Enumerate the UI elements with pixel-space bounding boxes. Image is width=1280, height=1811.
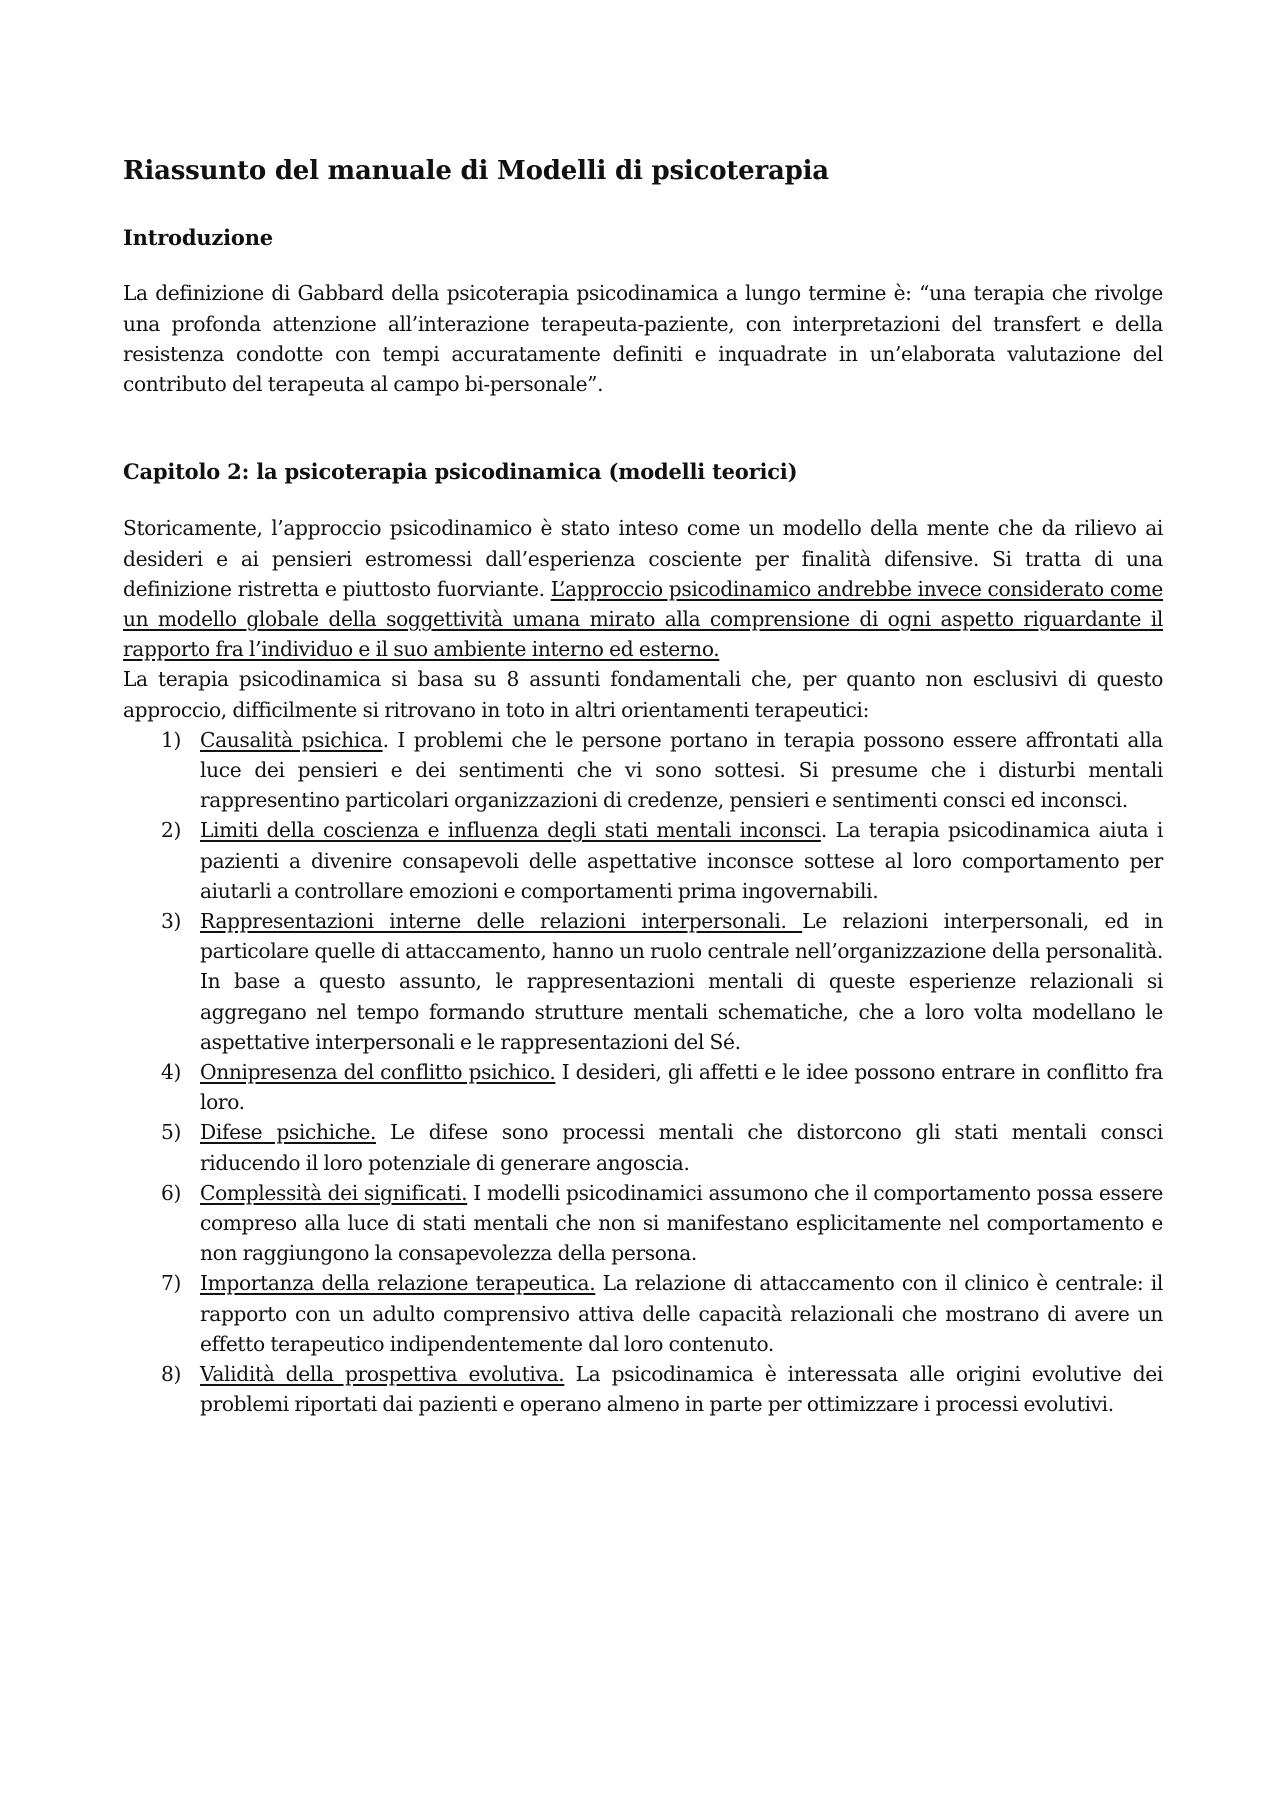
list-item-number: 4): [161, 1060, 182, 1085]
list-item-number: 1): [161, 727, 182, 752]
list-item-term: Rappresentazioni interne delle relazioni interpersonali.: [200, 909, 803, 934]
assumptions-list: [123, 725, 1163, 1420]
document-page: [123, 150, 1163, 1419]
list-item: [123, 725, 1163, 816]
chapter-2-heading: Capitolo 2: la psicoterapia psicodinamica (modelli teorici): [123, 459, 798, 485]
list-item-text: I modelli psicodinamici assumono che il comportamento possa essere compreso alla luce di stati mentali che non si manifestano esplicitamente nel comportamento e non raggiungono la consapevolezza della persona.: [200, 1180, 1164, 1266]
list-item: [123, 1117, 1163, 1177]
list-item-term: Causalità psichica: [200, 727, 383, 752]
intro-heading: Introduzione: [123, 225, 273, 251]
list-item-term: Validità della prospettiva evolutiva.: [200, 1362, 565, 1387]
list-item-term: Onnipresenza del conflitto psichico.: [200, 1060, 556, 1085]
list-item-text: La psicodinamica è interessata alle origini evolutive dei problemi riportati dai pazienti e operano almeno in parte per ottimizzare i processi evolutivi.: [200, 1362, 1164, 1417]
intro-paragraph: La definizione di Gabbard della psicoterapia psicodinamica a lungo termine è: “una terapia che rivolge una profonda attenzione all’interazione terapeuta-paziente, con interpretazioni del transfert e della resistenza condotte con tempi accuratamente definiti e inquadrate in un’elaborata valutazione del contributo del terapeuta al campo bi-personale”.: [123, 281, 1163, 396]
list-item-text: Le relazioni interpersonali, ed in particolare quelle di attaccamento, hanno un ruolo centrale nell’organizzazione della personalità. In base a questo assunto, le rappresentazioni mentali di queste esperienze relazionali si aggregano nel tempo formando strutture mentali schematiche, che a loro volta modellano le aspettative interpersonali e le rappresentazioni del Sé.: [200, 909, 1163, 1054]
list-item: [123, 1178, 1163, 1269]
list-item-text: . La terapia psicodinamica aiuta i pazienti a divenire consapevoli delle aspettative inconsce sottese al loro comportamento per aiutarli a controllare emozioni e comportamenti prima ingovernabili.: [200, 818, 1163, 903]
list-item: [123, 815, 1163, 906]
list-item-term: Limiti della coscienza e influenza degli stati mentali inconsci: [200, 818, 821, 843]
list-item-term: Importanza della relazione terapeutica.: [200, 1271, 596, 1296]
list-item-text: Le difese sono processi mentali che distorcono gli stati mentali consci riducendo il loro potenziale di generare angoscia.: [200, 1120, 1163, 1175]
list-item-number: 7): [161, 1271, 182, 1296]
chapter-2-paragraph-2: La terapia psicodinamica si basa su 8 assunti fondamentali che, per quanto non esclusivi di questo approccio, difficilmente si ritrovano in toto in altri orientamenti terapeutici:: [123, 667, 1163, 722]
list-item: [123, 906, 1163, 1057]
list-item-number: 3): [161, 909, 182, 934]
chapter-2-paragraph-1: [123, 513, 1163, 664]
list-item-term: Complessità dei significati.: [200, 1180, 468, 1205]
paragraph-1-plain: Storicamente, l’approccio psicodinamico è stato inteso come un modello della mente che da rilievo ai desideri e ai pensieri estromessi dall’esperienza cosciente per finalità difensive. Si tratta di una definizione ristretta e piuttosto fuorviante.: [123, 516, 1163, 601]
list-item-text: La relazione di attaccamento con il clinico è centrale: il rapporto con un adulto comprensivo attiva delle capacità relazionali che mostrano di avere un effetto terapeutico indipendentemente dal loro contenuto.: [200, 1271, 1163, 1356]
list-item-number: 6): [161, 1180, 182, 1205]
list-item-number: 5): [161, 1120, 182, 1145]
paragraph-1-underlined: L’approccio psicodinamico andrebbe invece considerato come un modello globale della soggettività umana mirato alla comprensione di ogni aspetto riguardante il rapporto fra l’individuo e il suo ambiente interno ed esterno.: [123, 576, 1163, 662]
list-item: [123, 1359, 1163, 1419]
list-item-number: 2): [161, 818, 182, 843]
list-item: [123, 1268, 1163, 1359]
list-item-term: Difese psichiche.: [200, 1120, 377, 1145]
list-item: [123, 1057, 1163, 1117]
list-item-number: 8): [161, 1362, 182, 1387]
list-item-text: I desideri, gli affetti e le idee possono entrare in conflitto fra loro.: [200, 1060, 1163, 1115]
list-item-text: . I problemi che le persone portano in terapia possono essere affrontati alla luce dei pensieri e dei sentimenti che vi sono sottesi. Si presume che i disturbi mentali rappresentino particolari organizzazioni di credenze, pensieri e sentimenti consci ed inconsci.: [200, 727, 1163, 813]
document-title: Riassunto del manuale di Modelli di psicoterapia: [123, 156, 829, 186]
